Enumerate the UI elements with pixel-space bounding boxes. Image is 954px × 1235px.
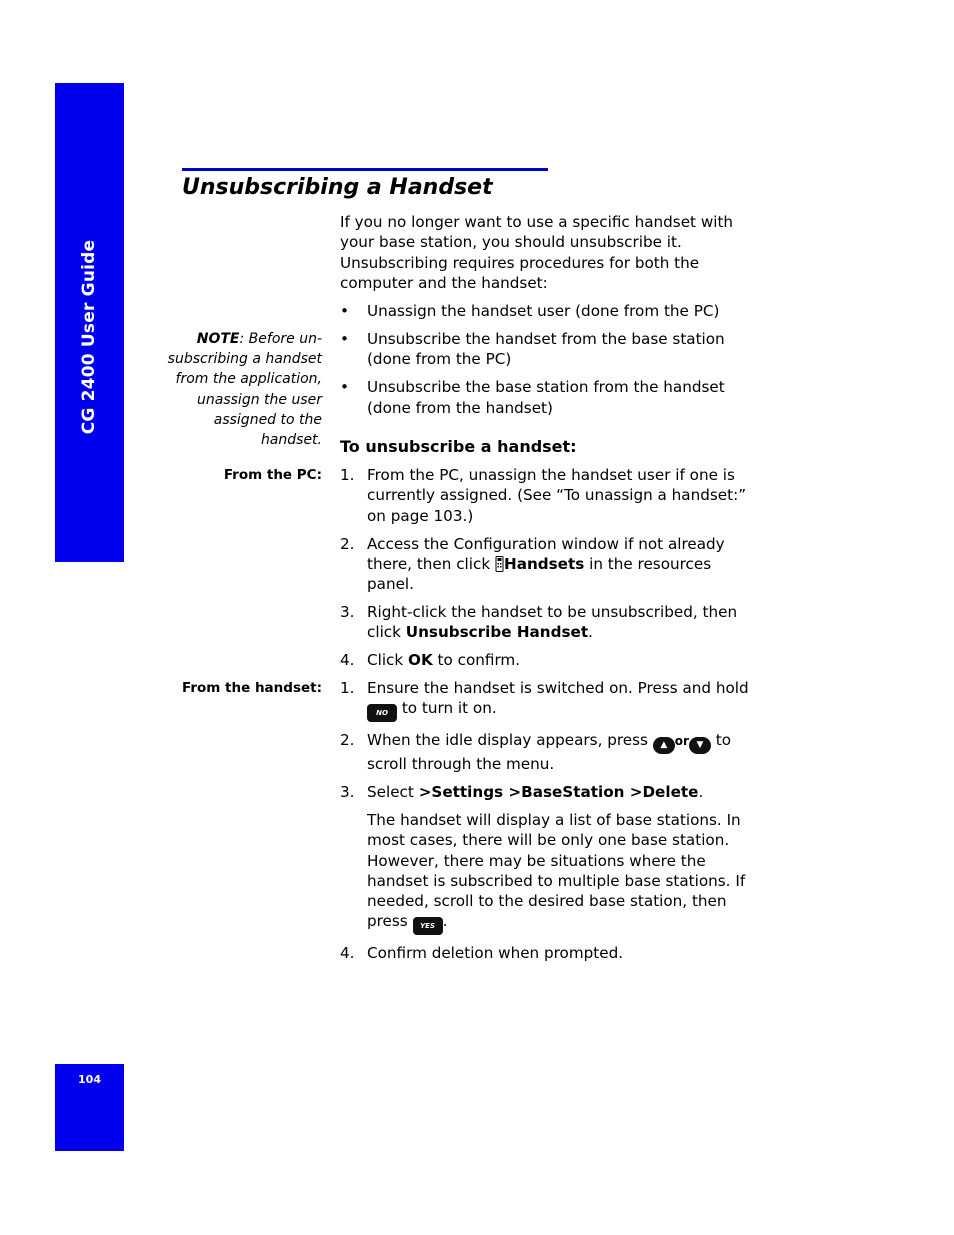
guide-title: CG 2400 User Guide: [79, 239, 99, 435]
list-item: • Unsubscribe the handset from the base station (done from the PC): [340, 329, 725, 369]
step-detail: The handset will display a list of base stations. In most cases, there will be only one base station. However, there may be situations where the handset is subscribed to multiple base stations. If needed, scroll to the desired base station, then press YES .: [367, 810, 760, 935]
bullet-symbol: •: [340, 302, 349, 320]
bullet-list: [340, 301, 760, 426]
step-item: 2. Access the Configuration window if not already there, then click Handsets in the resources panel.: [340, 534, 725, 594]
scroll-down-key-icon: ▼: [689, 737, 711, 754]
note-label: NOTE: [196, 331, 240, 347]
page-number-tab: [55, 1064, 124, 1151]
handset-icon: [495, 556, 504, 572]
pc-steps: [340, 465, 760, 678]
list-item: • Unassign the handset user (done from the PC): [340, 302, 720, 320]
sidebar-tab: [55, 83, 124, 562]
yes-key-icon: YES: [413, 917, 443, 935]
step-item: 1. Ensure the handset is switched on. Press and hold NO to turn it on.: [340, 678, 760, 722]
bullet-symbol: •: [340, 329, 349, 348]
page-number: 104: [78, 1073, 101, 1086]
section-rule: [182, 168, 548, 171]
no-key-icon: NO: [367, 704, 397, 722]
side-note: [162, 329, 322, 450]
step-item: 2. When the idle display appears, press ▲ or ▼ to scroll through the menu.: [340, 730, 732, 773]
from-pc-label: From the PC:: [223, 467, 322, 483]
bullet-symbol: •: [340, 378, 349, 397]
list-item: • Unsubscribe the base station from the handset (done from the handset): [340, 378, 725, 417]
procedure-heading: To unsubscribe a handset:: [340, 437, 577, 456]
section-title: Unsubscribing a Handset: [182, 175, 493, 200]
handset-steps: [340, 678, 760, 971]
from-handset-label: From the handset:: [181, 680, 322, 696]
scroll-up-key-icon: ▲: [653, 737, 675, 754]
step-item: 3. Right-click the handset to be unsubscribed, then click Unsubscribe Handset.: [340, 603, 738, 642]
step-item: 4. Click OK to confirm.: [340, 651, 521, 670]
step-item: 3. Select >Settings >BaseStation >Delete. The handset will display a list of base stations. In most cases, there will be only one base station. However, there may be situations where the handset is subscribed to multiple base stations. If needed, scroll to the desired base station, then press YES .: [340, 782, 760, 935]
intro-paragraph: If you no longer want to use a specific handset with your base station, you should unsubscribe it. Unsubscribing requires procedures for both the computer and the handset:: [340, 213, 734, 292]
step-item: 1. From the PC, unassign the handset user if one is currently assigned. (See “To unassign a handset:” on page 103.): [340, 466, 747, 525]
note-text: : Before un-subscribing a handset from the application, unassign the user assigned to the handset.: [167, 331, 322, 449]
step-item: 4. Confirm deletion when prompted.: [340, 944, 624, 963]
